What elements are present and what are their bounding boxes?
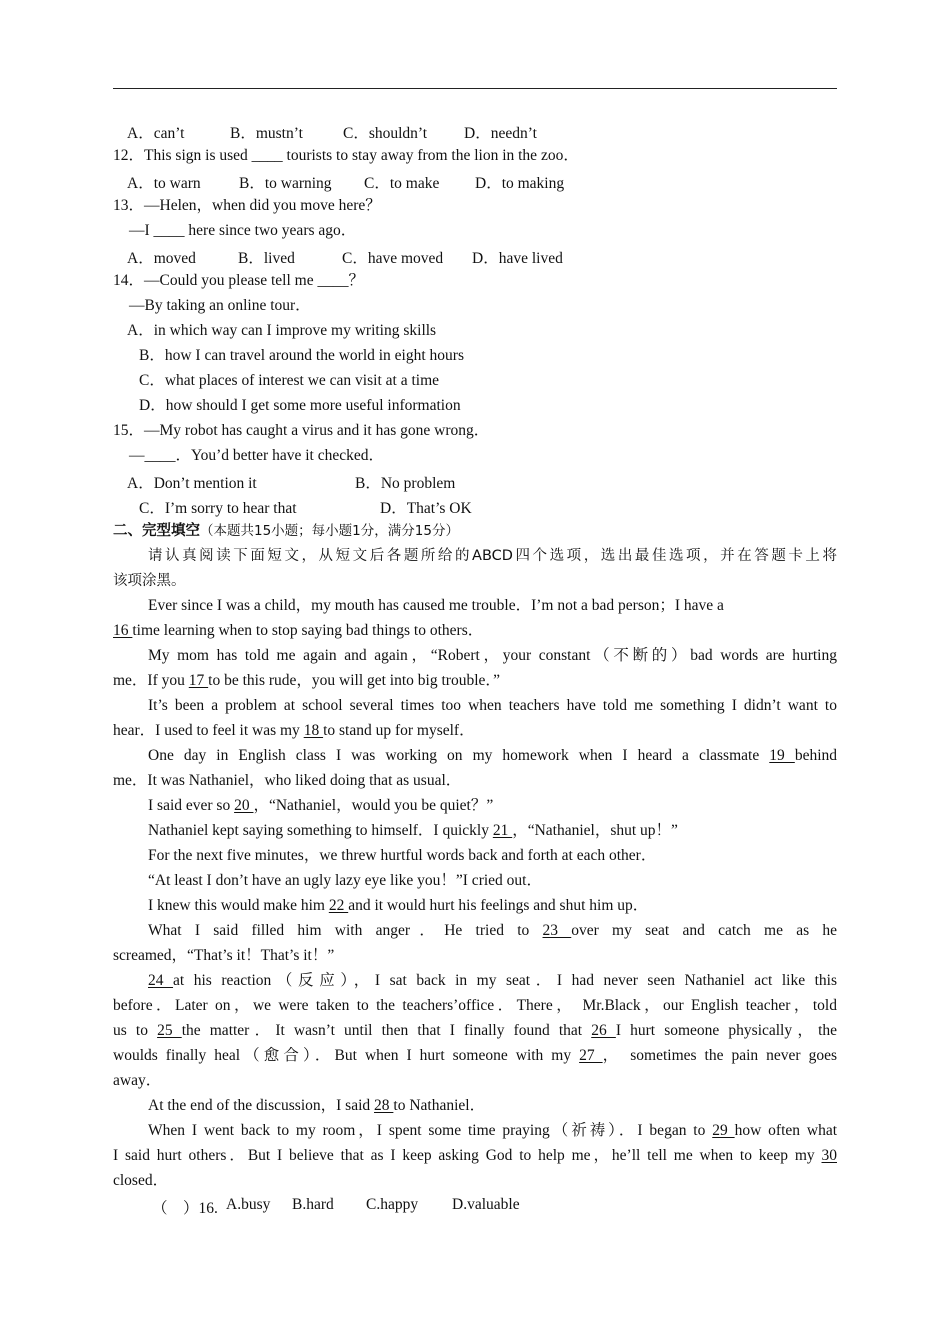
blank-23: 23 xyxy=(542,922,572,939)
passage-text: to Nathaniel． xyxy=(393,1097,486,1114)
passage-line: screamed，“That’s it！That’s it！” xyxy=(113,947,335,964)
header-rule xyxy=(113,88,837,89)
section-2-instruction-1: 请认真阅读下面短文，从短文后各题所给的ABCD四个选项，选出最佳选项，并在答题卡上将 xyxy=(148,548,837,564)
q16-option-b: B.hard xyxy=(292,1196,334,1213)
passage-text: I hurt someone physically，the xyxy=(615,1022,838,1039)
q14-stem: 14．—Could you please tell me ____？ xyxy=(113,272,364,289)
passage-text: Nathaniel kept saying something to himself．I quickly xyxy=(148,822,493,839)
passage-text: time learning when to stop saying bad things to others． xyxy=(132,622,484,639)
blank-25: 25 xyxy=(157,1022,182,1039)
q13-option-c: C．have moved xyxy=(342,250,444,267)
passage-line xyxy=(148,896,648,916)
q13-option-b: B．lived xyxy=(238,250,295,267)
blank-18: 18 xyxy=(303,722,324,739)
passage-text: us to xyxy=(113,1022,158,1039)
q15-option-b: B．No problem xyxy=(355,475,456,492)
q15-option-a: A．Don’t mention it xyxy=(127,475,257,492)
passage-line: It’s been a problem at school several times too when teachers have told me something I didn’t want to xyxy=(148,697,837,714)
passage-text: I said hurt others．But I believe that as I keep asking God to help me，he’ll tell me when to keep my xyxy=(113,1147,822,1164)
q12-option-d: D．to making xyxy=(475,175,565,192)
passage-text: ，“Nathaniel，shut up！” xyxy=(512,822,678,839)
blank-16: 16 xyxy=(113,622,133,639)
passage-line: me．It was Nathaniel，who liked doing that as usual． xyxy=(113,772,462,789)
q11-option-c: C．shouldn’t xyxy=(343,125,428,142)
passage-text: I knew this would make him xyxy=(148,897,329,914)
passage-line: Ever since I was a child，my mouth has caused me trouble．I’m not a bad person；I have a xyxy=(148,597,724,614)
blank-21: 21 xyxy=(492,822,513,839)
q13-stem: 13．—Helen，when did you move here？ xyxy=(113,197,381,214)
section-2-instruction-2: 该项涂黑。 xyxy=(113,573,186,589)
blank-28: 28 xyxy=(374,1097,394,1114)
passage-line xyxy=(148,796,493,816)
passage-text: behind xyxy=(794,747,837,764)
q13-option-d: D．have lived xyxy=(472,250,563,267)
passage-line xyxy=(148,921,837,941)
passage-line: My mom has told me again and again，“Robert，your constant（不断的）bad words are hurting xyxy=(148,647,837,664)
q13-option-a: A．moved xyxy=(127,250,196,267)
passage-text: over my seat and catch me as he xyxy=(571,922,838,939)
passage-line xyxy=(113,1146,837,1166)
blank-30: 30 xyxy=(821,1147,837,1164)
passage-text: One day in English class I was working on my homework when I heard a classmate xyxy=(148,747,770,764)
q14-reply: —By taking an online tour． xyxy=(129,297,311,314)
passage-line xyxy=(148,1096,485,1116)
passage-text: ， sometimes the pain never goes xyxy=(602,1047,837,1064)
blank-20: 20 xyxy=(234,797,254,814)
q15-reply: —____．You’d better have it checked． xyxy=(129,447,384,464)
passage-line xyxy=(148,746,837,766)
passage-line xyxy=(113,1046,837,1066)
passage-text: at his reaction（反应），I sat back in my seat．I had never seen Nathaniel act like this xyxy=(173,972,838,989)
passage-text: to stand up for myself． xyxy=(323,722,475,739)
passage-text: At the end of the discussion，I said xyxy=(148,1097,375,1114)
passage-text: and it would hurt his feelings and shut him up． xyxy=(348,897,649,914)
q15-option-d: D．That’s OK xyxy=(380,500,472,517)
q12-option-c: C．to make xyxy=(364,175,440,192)
passage-text: me．If you xyxy=(113,672,189,689)
q11-option-b: B．mustn’t xyxy=(230,125,303,142)
q16-paren: （ ）16. xyxy=(152,1200,218,1217)
passage-text: What I said filled him with anger．He tried to xyxy=(148,922,543,939)
passage-line xyxy=(113,671,500,691)
blank-19: 19 xyxy=(769,747,795,764)
passage-line xyxy=(113,621,483,641)
blank-22: 22 xyxy=(328,897,349,914)
q14-option-d: D．how should I get some more useful information xyxy=(139,397,461,414)
blank-24: 24 xyxy=(148,972,174,989)
q15-stem: 15．—My robot has caught a virus and it has gone wrong． xyxy=(113,422,490,439)
blank-29: 29 xyxy=(712,1122,735,1139)
q11-option-d: D．needn’t xyxy=(464,125,537,142)
q12-stem: 12．This sign is used ____ tourists to stay away from the lion in the zoo． xyxy=(113,147,579,164)
passage-text: to be this rude，you will get into big trouble．” xyxy=(208,672,501,689)
blank-26: 26 xyxy=(591,1022,616,1039)
passage-line: before．Later on，we were taken to the teachers’office．There， Mr.Black，our English teacher，told xyxy=(113,997,837,1014)
q16-option-a: A.busy xyxy=(226,1196,271,1213)
passage-line: “At least I don’t have an ugly lazy eye like you！”I cried out． xyxy=(148,872,542,889)
section-2-heading xyxy=(113,521,459,541)
passage-line xyxy=(148,821,678,841)
passage-text: how often what xyxy=(734,1122,838,1139)
q14-option-a: A．in which way can I improve my writing skills xyxy=(127,322,437,339)
q14-option-c: C．what places of interest we can visit at a time xyxy=(139,372,440,389)
q15-option-c: C．I’m sorry to hear that xyxy=(139,500,297,517)
blank-27: 27 xyxy=(579,1047,603,1064)
section-2-title: 二、完型填空 xyxy=(113,523,200,539)
passage-line xyxy=(113,721,475,741)
q11-option-a: A．can’t xyxy=(127,125,185,142)
blank-17: 17 xyxy=(188,672,209,689)
q12-option-a: A．to warn xyxy=(127,175,201,192)
q14-option-b: B．how I can travel around the world in eight hours xyxy=(139,347,464,364)
q16-option-d: D.valuable xyxy=(452,1196,520,1213)
passage-line: For the next five minutes，we threw hurtful words back and forth at each other． xyxy=(148,847,657,864)
passage-line: closed． xyxy=(113,1172,169,1189)
passage-line xyxy=(148,971,837,991)
passage-text: woulds finally heal（愈合）．But when I hurt someone with my xyxy=(113,1047,580,1064)
passage-text: the matter．It wasn’t until then that I finally found that xyxy=(181,1022,592,1039)
q13-reply: —I ____ here since two years ago． xyxy=(129,222,357,239)
section-2-note: （本题共15小题；每小题1分，满分15分） xyxy=(200,523,459,539)
passage-text: ，“Nathaniel，would you be quiet？” xyxy=(253,797,494,814)
passage-line xyxy=(148,1121,837,1141)
passage-line: away． xyxy=(113,1072,162,1089)
q12-option-b: B．to warning xyxy=(239,175,332,192)
q16-option-c: C.happy xyxy=(366,1196,419,1213)
passage-text: I said ever so xyxy=(148,797,235,814)
passage-line xyxy=(113,1021,837,1041)
passage-text: hear．I used to feel it was my xyxy=(113,722,304,739)
passage-text: When I went back to my room，I spent some time praying（祈祷）．I began to xyxy=(148,1122,713,1139)
